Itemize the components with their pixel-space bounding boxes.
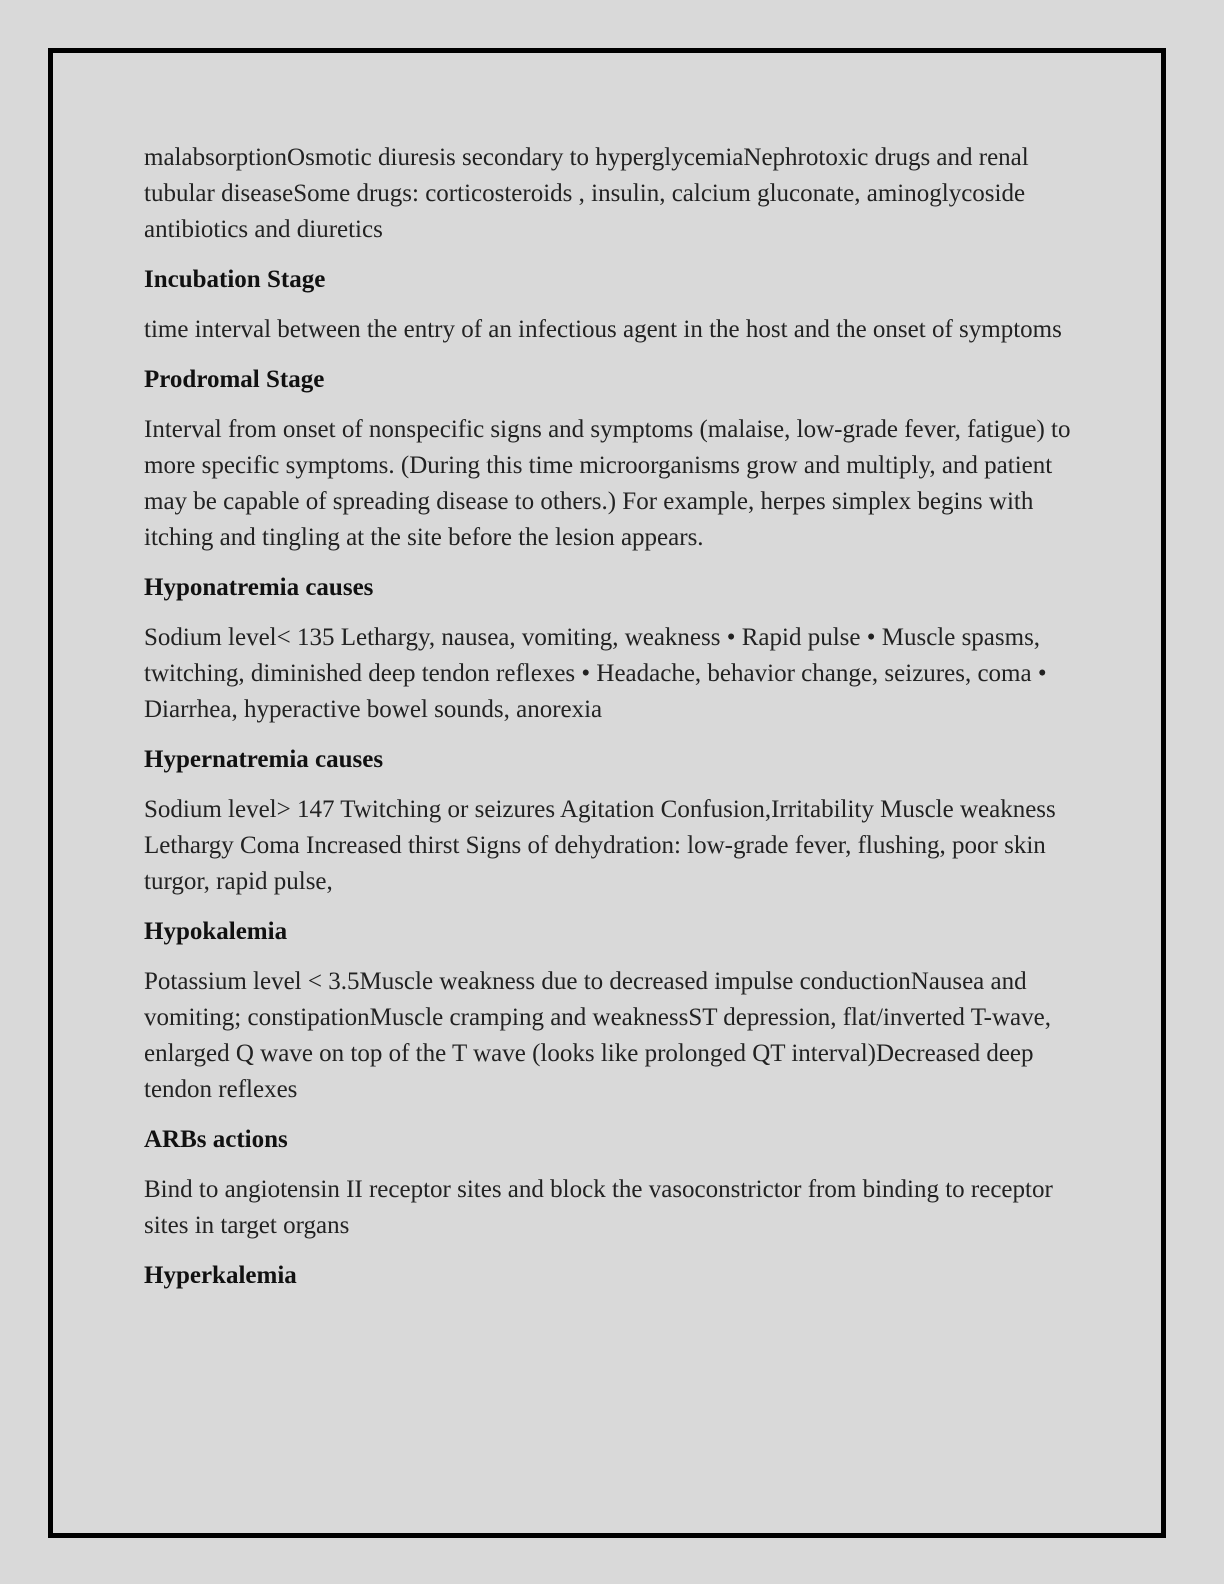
section-definition: Potassium level < 3.5Muscle weakness due to decreased impulse conductionNausea and vomiting; constipationMuscle cramping and weaknessST depression, flat/inverted T-wave, enlarged Q wave on top of the T wave (looks like prolonged QT interval)Decreased deep tendon reflexes	[144, 968, 1051, 1103]
section-term: Hypokalemia	[144, 918, 288, 945]
section-definition: Bind to angiotensin II receptor sites and block the vasoconstrictor from binding to receptor sites in target organs	[144, 1176, 1053, 1239]
section-term: Incubation Stage	[144, 266, 326, 293]
section-term: Hypernatremia causes	[144, 746, 384, 773]
section-definition: Interval from onset of nonspecific signs and symptoms (malaise, low-grade fever, fatigue) to more specific symptoms. (During this time microorganisms grow and multiply, and patient may be capable of spreading disease to others.) For example, herpes simplex begins with itching and tingling at the site before the lesion appears.	[144, 416, 1071, 551]
section-definition: time interval between the entry of an infectious agent in the host and the onset of symptoms	[144, 316, 1062, 343]
section-term: ARBs actions	[144, 1126, 288, 1153]
section-term: Hyponatremia causes	[144, 574, 374, 601]
document-content	[144, 140, 1079, 1308]
section-definition: Sodium level> 147 Twitching or seizures Agitation Confusion,Irritability Muscle weakness Lethargy Coma Increased thirst Signs of dehydration: low-grade fever, flushing, poor skin turgor, rapid pulse,	[144, 796, 1056, 895]
section-term: Prodromal Stage	[144, 366, 325, 393]
section-term: Hyperkalemia	[144, 1262, 297, 1289]
section-definition: Sodium level< 135 Lethargy, nausea, vomiting, weakness • Rapid pulse • Muscle spasms, twitching, diminished deep tendon reflexes • Headache, behavior change, seizures, coma • Diarrhea, hyperactive bowel sounds, anorexia	[144, 624, 1047, 723]
intro-paragraph: malabsorptionOsmotic diuresis secondary to hyperglycemiaNephrotoxic drugs and renal tubular diseaseSome drugs: corticosteroids , insulin, calcium gluconate, aminoglycoside antibiotics and diuretics	[144, 144, 1029, 243]
